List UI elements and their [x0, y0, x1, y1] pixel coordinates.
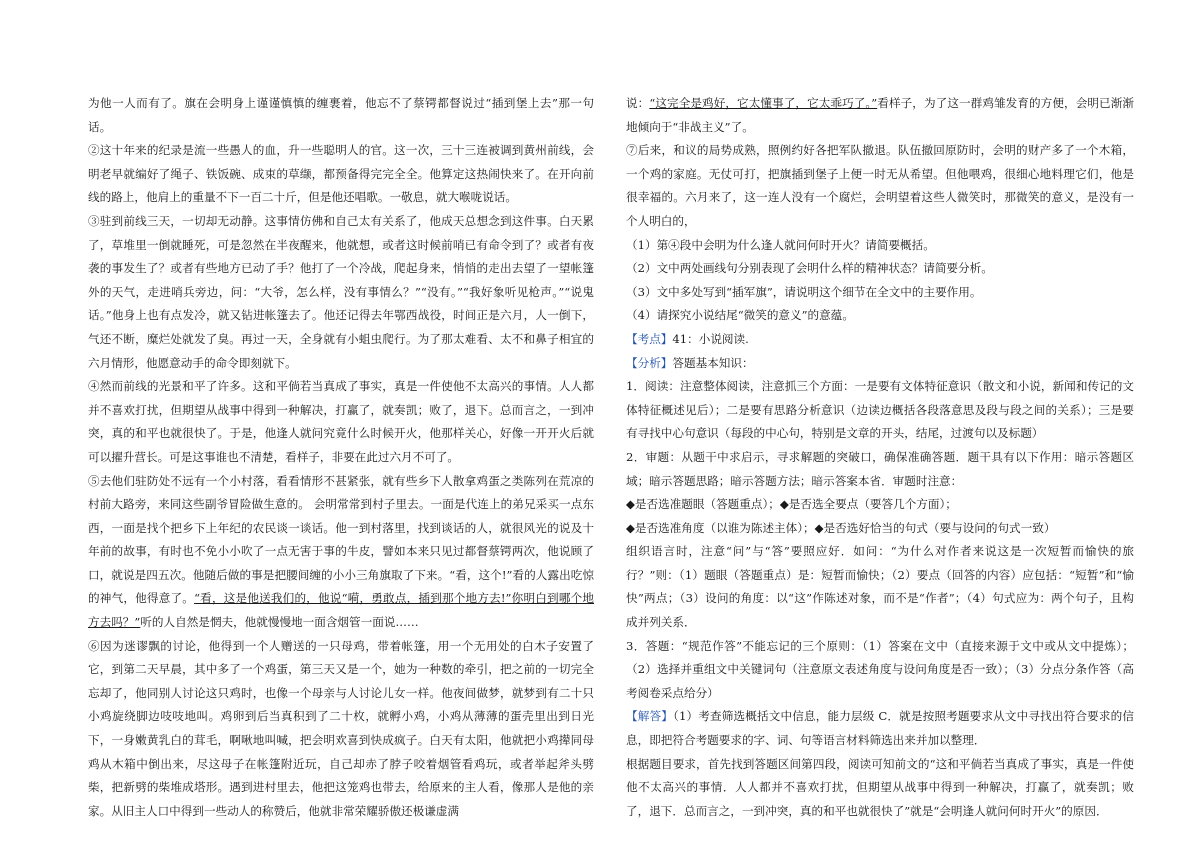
paragraph-5: [88, 470, 594, 635]
analysis-point-1: 1．阅读：注意整体阅读，注意抓三个方面：一是要有文体特征意识（散文和小说，新闻和传记的文体特征概述见后）；二是要有思路分析意识（边读边概括各段落意思及段与段之间的关系）；三是要有寻找中心句意识（每段的中心句，特别是文章的开头，结尾，过渡句以及标题）: [626, 379, 1134, 441]
underlined-sentence-1: “看，这是他送我们的，他说“嗬，勇敢点，插到那个地方去!”你明白到哪个地方去吗？”: [88, 591, 594, 630]
jieda-text: （1）考查筛选概括文中信息，能力层级 C．就是按照考题要求从文中寻找出符合要求的信息，即把符合考题要求的字、词、句等语言材料筛选出来并加以整理．: [626, 709, 1134, 748]
paragraph-6-cont-b: 看样子，为了这一群鸡雏发育的方便，会明已渐渐地倾向于“非战主义”了。: [626, 96, 1134, 134]
analysis-bullet-2: ◆是否选准角度（以谁为陈述主体）；◆是否选好恰当的句式（要与设问的句式一致）: [626, 520, 1056, 535]
question-1: （1）第④段中会明为什么逢人就问何时开火？请简要概括。: [626, 237, 935, 252]
paragraph-6: ⑥因为迷谬飘的讨论，他得到一个人赠送的一只母鸡，带着帐篷，用一个无用处的白木子安置了它，到第二天早晨，其中多了一个鸡蛋，第三天又是一个，她为一种数的牵引，把之前的一切完全忘却了，他同别人讨论这只鸡时，也像一个母亲与人讨论儿女一样。他夜间做梦，就梦到有二十只小鸡旋绕脚边吱吱地叫。鸡卵到后当真积到了二十枚，就孵小鸡，小鸡从薄薄的蛋壳里出到日光下，一身嫩黄乳白的茸毛，啊啾地叫喊，把会明欢喜到快成疯子。白天有太阳，他就把小鸡撵同母鸡从木箱中倒出来，尽这母子在帐篷附近玩，自己却赤了脖子咬着烟管看鸡玩，或者举起斧头劈柴，把新劈的柴堆成塔形。遇到进村里去，他把这笼鸡也带去，给原来的主人看，像那人是他的亲家。从旧主人口中得到一些动人的称赞后，他就非常荣耀骄傲还极谦虚满: [88, 638, 594, 818]
fenxi-section: [626, 352, 1134, 376]
kaodian-text: 41：小说阅读.: [672, 331, 749, 346]
question-3: （3）文中多处写到“插军旗”，请说明这个细节在全文中的主要作用。: [626, 284, 982, 299]
left-column: [88, 92, 594, 823]
question-2: （2）文中两处画线句分别表现了会明什么样的精神状态？请简要分析。: [626, 261, 993, 276]
paragraph-3: ③驻到前线三天，一切却无动静。这事情仿佛和自己太有关系了，他成天总想念到这件事。白天累了，草堆里一倒就睡死，可是忽然在半夜醒来，他就想，或者这时候前哨已有命令到了？或者有夜袭的事发生了？或者有些地方已动了手？他打了一个冷战，爬起身来，悄悄的走出去望了一望帐篷外的天气，走进哨兵旁边，问：“大爷，怎么样，没有事情么？”“没有。”“我好象听见枪声。”“说鬼话。”他身上也有点发冷，就又钻进帐篷去了。他还记得去年鄂西战役，时间正是六月，人一倒下，气还不断，糜烂处就发了臭。再过一天，全身就有小蛆虫爬行。为了那太难看、太不和鼻子相宜的六月情形，他愿意动手的命令即刻就下。: [88, 213, 594, 370]
underlined-sentence-2: “这完全是鸡好，它太懂事了，它太乖巧了。”: [649, 96, 878, 110]
paragraph-7: ⑦后来，和议的局势成熟，照例约好各把军队撤退。队伍撤回原防时，会明的财产多了一个木箱，一个鸡的家庭。无仗可打，把旗插到堡子上便一时无从希望。但他喂鸡，很细心地料理它们，他是很幸福的。六月来了，这一连人没有一个腐烂，会明望着这些人微笑时，那微笑的意义，是没有一个人明白的，: [626, 143, 1134, 228]
paragraph-6-continuation: [626, 92, 1134, 139]
paragraph-5-text-a: ⑤去他们驻防处不远有一个小村落，看看情形不甚紧张，就有些乡下人散拿鸡蛋之类陈列在荒凉的村前大路旁，来同这些副爷冒险做生意的。 会明常常到村子里去。一面是代连上的弟兄采买一点东西，一面是找个把乡下上年纪的农民谈一谈话。他一到村落里，找到谈话的人，就很风光的说及十年前的故事，有时也不免小小吹了一点无害于事的牛皮，譬如本来只见过都督蔡锷两次，他说顾了口，就说是四五次。他随后做的事是把腰间缠的小小三角旗取了下来。“看，这个!”看的人露出吃惊的神气，他得意了。: [88, 473, 594, 606]
analysis-point-3: 3．答题：“规范作答”不能忘记的三个原则：（1）答案在文中（直接来源于文中或从文中提炼）；（2）选择并重组文中关键词句（注意原文表述角度与设问角度是否一致）；（3）分点分条作答（高考阅卷采点给分）: [626, 638, 1134, 700]
analysis-bullet-1: ◆是否选准题眼（答题重点）；◆是否选全要点（要答几个方面）；: [626, 497, 957, 512]
paragraph-6-cont-a: 说：: [626, 96, 650, 110]
right-column: [626, 92, 1134, 823]
kaodian-section: [626, 328, 1134, 352]
jieda-tag: 【解答】: [626, 709, 674, 724]
paragraph-4: ④然而前线的光景和平了许多。这和平倘若当真成了事实，真是一件使他不太高兴的事情。人人都并不喜欢打扰，但期望从战事中得到一种解决，打赢了，就奏凯；败了，退下。总而言之，一到冲突，真的和平也就很快了。于是，他逢人就问究竟什么时候开火，他那样关心，好像一开开火后就可以擢升营长。可是这事谁也不清楚，看样子，非要在此过六月不可了。: [88, 379, 594, 464]
question-4: （4）请探究小说结尾“微笑的意义”的意蕴。: [626, 308, 854, 323]
analysis-language: 组织语言时，注意“问”与“答”要照应好．如问：“为什么对作者来说这是一次短暂而愉快的旅行？”则：（1）题眼（答题重点）是：短暂而愉快；（2）要点（回答的内容）应包括：“短暂”和“愉快”两点；（3）设问的角度：以“这”作陈述对象，而不是“作者”；（4）句式应为：两个句子，且构成并列关系．: [626, 544, 1134, 630]
analysis-point-2: 2．审题：从题干中求启示，寻求解题的突破口，确保准确答题．题干具有以下作用：暗示答题区域；暗示答题思路；暗示答题方法；暗示答案本省．审题时注意：: [626, 449, 1134, 488]
fenxi-text: 答题基本知识：: [672, 355, 754, 370]
jieda-section: [626, 705, 1134, 752]
paragraph-continuation: 为他一人而有了。旗在会明身上谨谨慎慎的缠裹着，他忘不了蔡锷都督说过“插到堡上去”那一句话。: [88, 96, 594, 134]
fenxi-tag: 【分析】: [626, 355, 673, 370]
paragraph-5-text-b: 听的人自然是惘夫，他就慢慢地一面含烟管一面说……: [140, 615, 419, 630]
answer-explanation: 根据题目要求，首先找到答题区间第四段，阅读可知前文的“这和平倘若当真成了事实，真是一件使他不太高兴的事情．人人都并不喜欢打扰，但期望从战事中得到一种解决，打赢了，就奏凯；败了，退下．总而言之，一到冲突，真的和平也就很快了”就是“会明逢人就问何时开火”的原因．: [626, 756, 1134, 818]
kaodian-tag: 【考点】: [626, 331, 673, 346]
paragraph-2: ②这十年来的纪录是流一些愚人的血，升一些聪明人的官。这一次，三十三连被调到黄州前线，会明老早就编好了绳子、铁饭碗、成束的草缬，都预备得完完全全。他算定这热闹快来了。在开向前线的路上，他肩上的重量不下一百二十斤，但是他还唱歌。一敬息，就大喉咙说话。: [88, 143, 594, 205]
